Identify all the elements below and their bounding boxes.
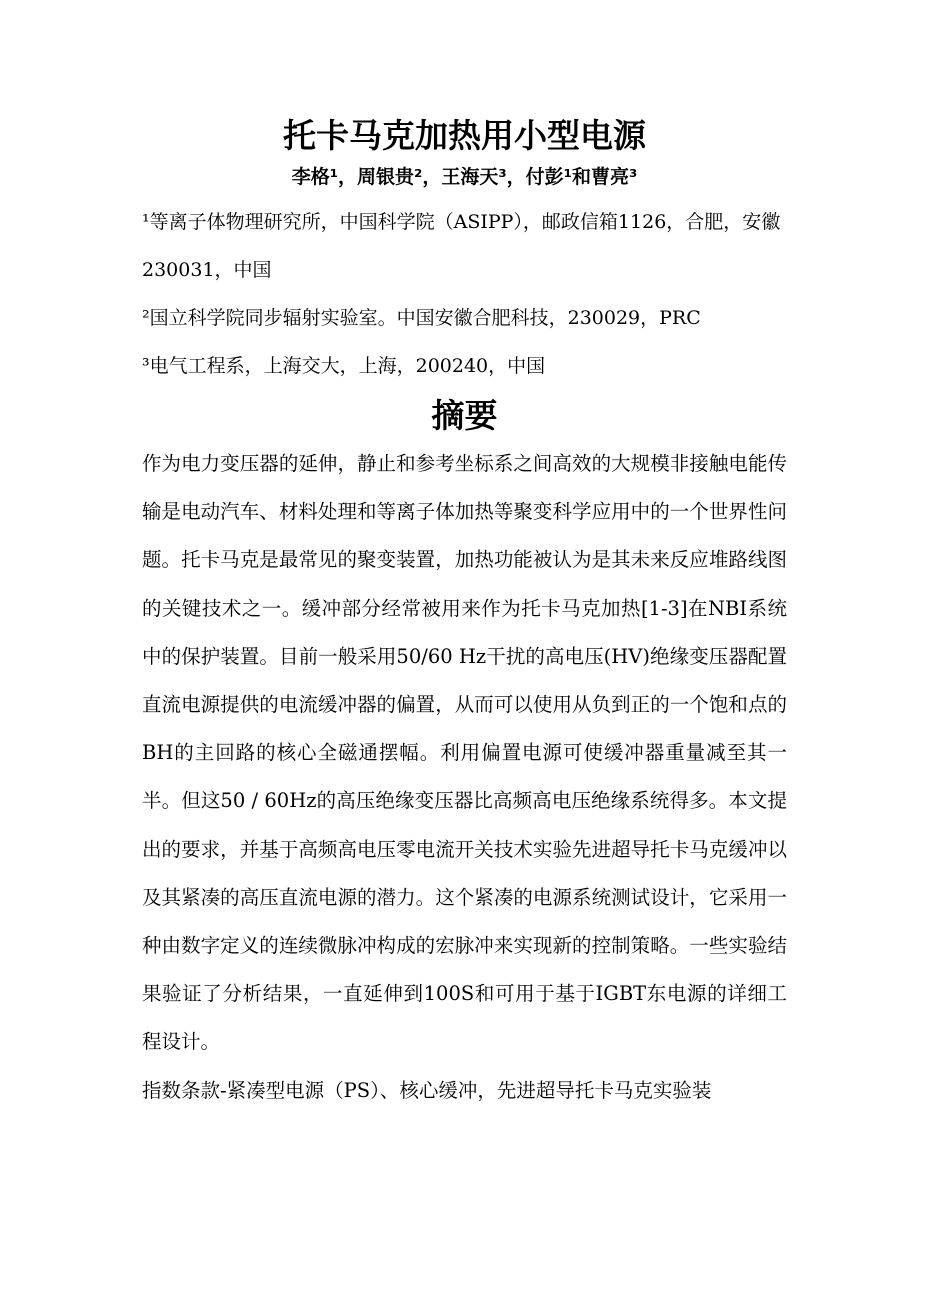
abstract-heading: 摘要 xyxy=(431,396,498,435)
paper-page xyxy=(142,112,787,1134)
index-terms: 指数条款-紧凑型电源（PS）、核心缓冲，先进超导托卡马克实验装 xyxy=(142,1078,712,1102)
affiliation-2: ²国立科学院同步辐射实验室。中国安徽合肥科技，230029，PRC xyxy=(142,307,701,329)
author-list: 李格¹，周银贵²，王海天³，付彭¹和曹亮³ xyxy=(291,166,638,188)
affiliation-1: ¹等离子体物理研究所，中国科学院（ASIPP），邮政信箱1126，合肥，安徽230031，中国 xyxy=(142,211,781,281)
paper-title: 托卡马克加热用小型电源 xyxy=(283,116,646,155)
affiliation-3: ³电气工程系，上海交大，上海，200240，中国 xyxy=(142,355,546,377)
abstract-body: 作为电力变压器的延伸，静止和参考坐标系之间高效的大规模非接触电能传输是电动汽车、材料处理和等离子体加热等聚变科学应用中的一个世界性问题。托卡马克是最常见的聚变装置，加热功能被认为是其未来反应堆路线图的关键技术之一。缓冲部分经常被用来作为托卡马克加热[1-3]在NBI系统中的保护装置。目前一般采用50/60 Hz干扰的高电压(HV)绝缘变压器配置直流电源提供的电流缓冲器的偏置，从而可以使用从负到正的一个饱和点的BH的主回路的核心全磁通摆幅。利用偏置电源可使缓冲器重量减至其一半。但这50 / 60Hz的高压绝缘变压器比高频高电压绝缘系统得多。本文提出的要求，并基于高频高电压零电流开关技术实验先进超导托卡马克缓冲以及其紧凑的高压直流电源的潜力。这个紧凑的电源系统测试设计，它采用一种由数字定义的连续微脉冲构成的宏脉冲来实现新的控制策略。一些实验结果验证了分析结果，一直延伸到100S和可用于基于IGBT东电源的详细工程设计。 xyxy=(142,452,787,1054)
